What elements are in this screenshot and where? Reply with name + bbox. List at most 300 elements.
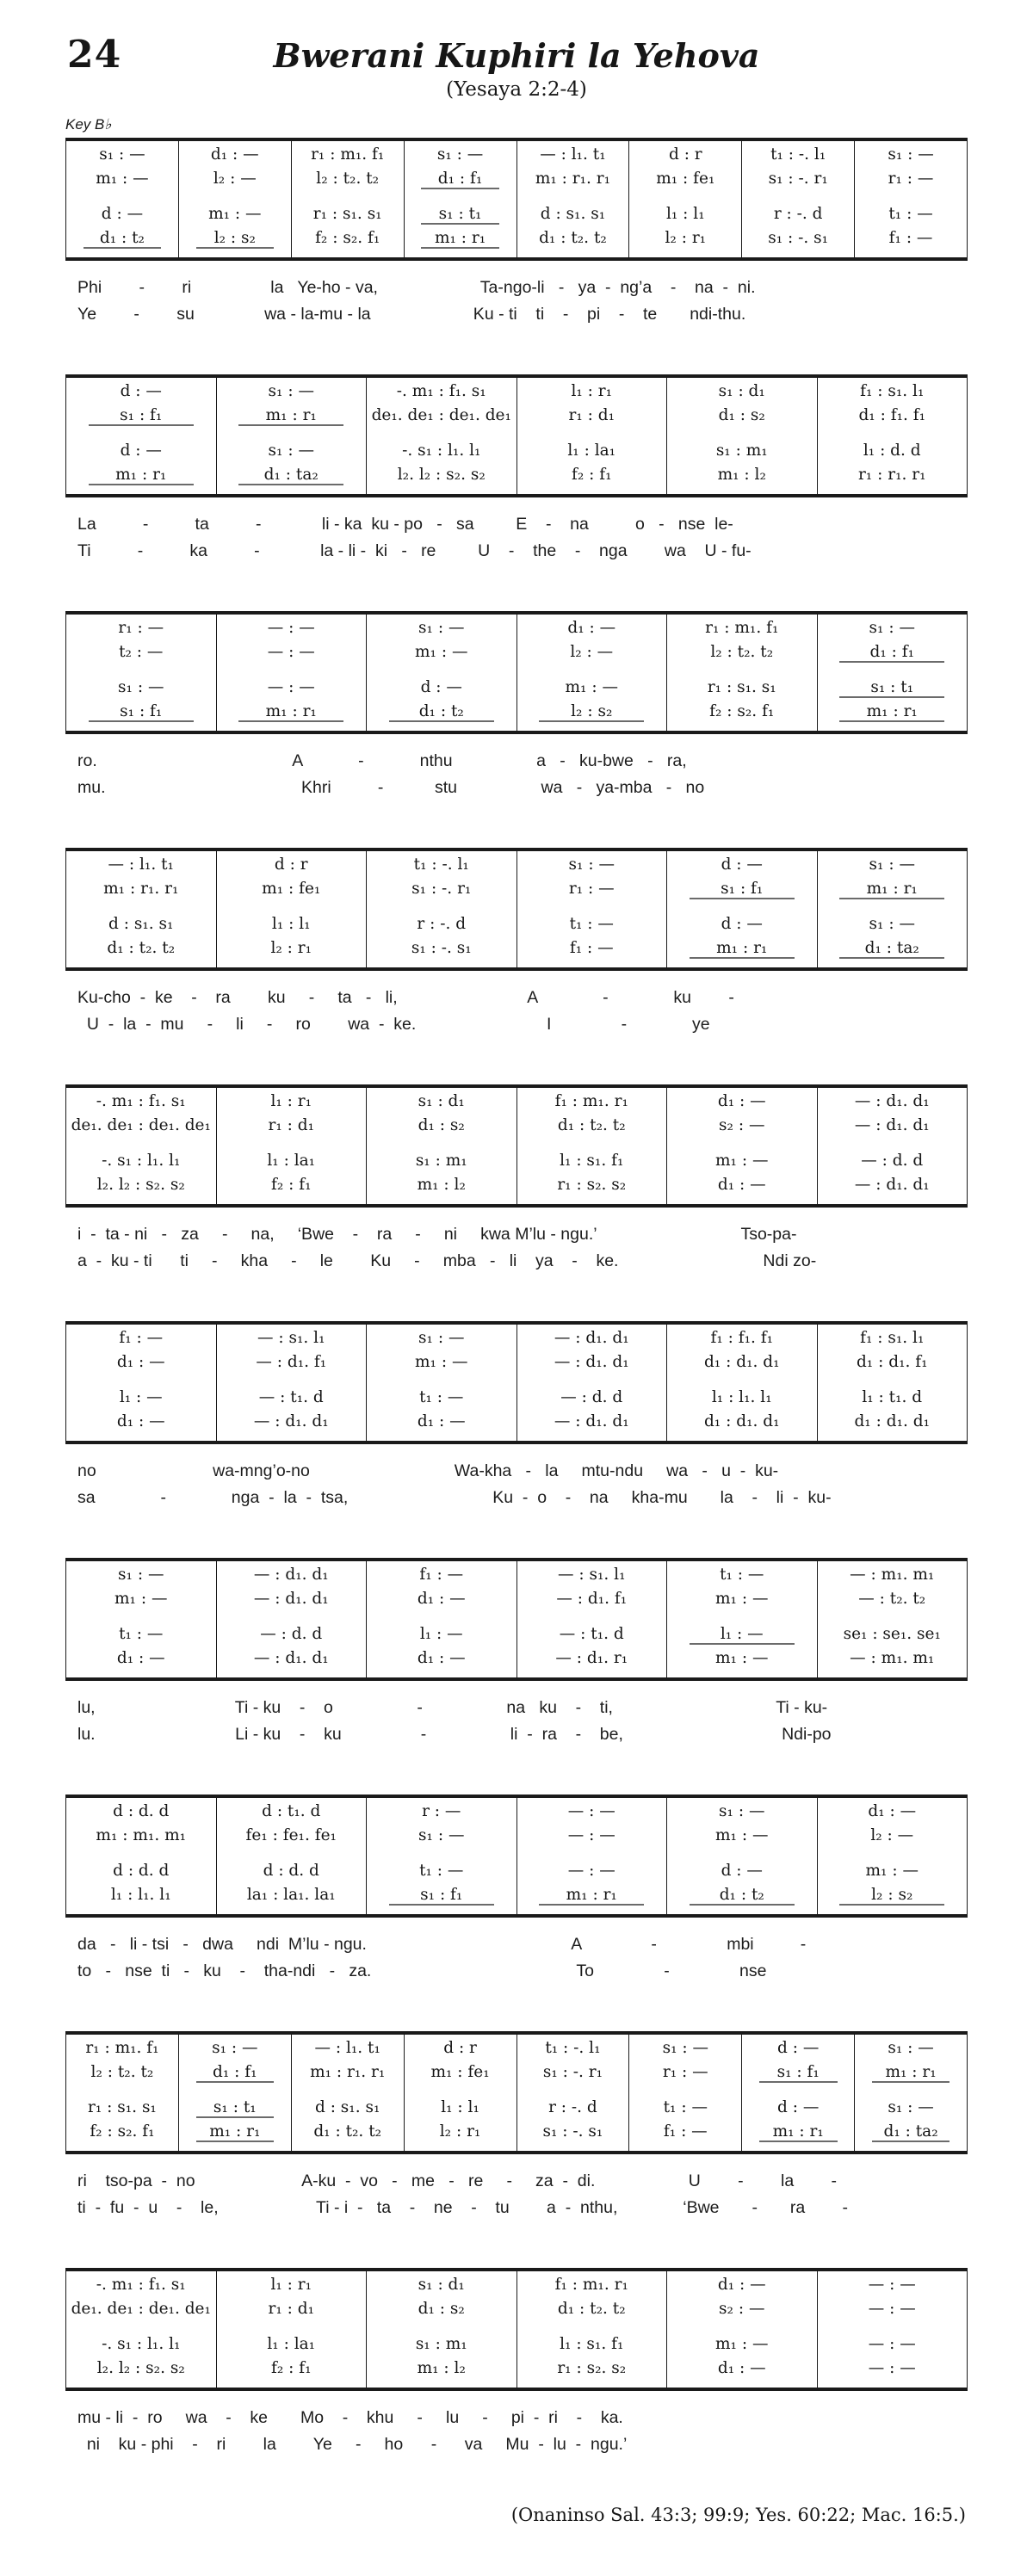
voice-pair-gap	[669, 1850, 815, 1862]
lyric-line: lu, Ti - ku - o - na ku - ti, Ti - ku-	[77, 1698, 828, 1717]
solfa-cell-text: s₁ : —	[568, 856, 615, 874]
voice-pair-gap	[744, 194, 852, 205]
scripture-reference: (Yesaya 2:2-4)	[446, 78, 587, 101]
solfa-cell	[631, 2039, 739, 2063]
voice-pair-gap	[631, 2087, 739, 2098]
voice-pair-gap	[219, 1850, 365, 1862]
solfa-cell-text: d₁ : —	[417, 1649, 466, 1667]
measure-column	[818, 1561, 968, 1677]
measure-column	[517, 378, 668, 494]
solfa-cell-text: f₂ : s₂. f₁	[709, 702, 775, 720]
solfa-cell-text: m₁ : r₁	[690, 939, 795, 959]
solfa-cell	[368, 406, 515, 430]
solfa-cell-text: — : s₁. l₁	[558, 1566, 626, 1584]
solfa-cell-text: — : d₁. r₁	[555, 1649, 628, 1667]
solfa-grid	[65, 848, 968, 971]
lyric-line: ti - fu - u - le, Ti - i - ta - ne - tu a - nthu, ‘Bwe - ra -	[77, 2198, 849, 2217]
solfa-cell-text: m₁ : —	[208, 205, 262, 223]
voice-pair-gap	[669, 2324, 815, 2335]
measure-column	[66, 2271, 217, 2388]
solfa-cell-text: — : l₁. t₁	[108, 856, 174, 874]
solfa-cell	[519, 229, 628, 253]
header	[65, 26, 968, 101]
measure-column	[818, 378, 968, 494]
solfa-cell	[368, 1388, 515, 1412]
solfa-cell	[219, 619, 365, 643]
solfa-cell-text: s₁ : -. s₁	[411, 939, 472, 957]
solfa-cell-text: s₁ : —	[99, 145, 145, 164]
solfa-cell	[368, 1329, 515, 1353]
solfa-cell-text: r : -. d	[417, 915, 467, 933]
solfa-cell-text: d : —	[721, 856, 763, 874]
voice-pair-gap	[181, 2087, 289, 2098]
solfa-cell-text: f₁ : —	[119, 1329, 164, 1347]
solfa-cell	[68, 382, 214, 406]
solfa-cell-text: s₁ : —	[418, 1826, 465, 1844]
solfa-cell	[68, 2122, 176, 2147]
solfa-cell	[368, 466, 515, 490]
solfa-cell	[219, 406, 365, 430]
solfa-cell-text: s₁ : —	[418, 619, 465, 637]
solfa-cell-text: d₁ : f₁	[421, 170, 499, 189]
solfa-cell	[68, 442, 214, 466]
solfa-cell	[368, 1566, 515, 1590]
solfa-cell-text: l₂ : s₂	[839, 1886, 944, 1906]
solfa-cell-text: m₁ : —	[865, 1862, 919, 1880]
solfa-cell-text: d : —	[420, 678, 462, 696]
solfa-cell	[519, 702, 665, 726]
solfa-cell-text: s₁ : -. s₁	[542, 2122, 603, 2140]
solfa-cell	[219, 2300, 365, 2324]
solfa-cell	[68, 1353, 214, 1377]
solfa-cell	[68, 2098, 176, 2122]
measure-column	[667, 1088, 818, 1204]
measure-column	[667, 1798, 818, 1914]
solfa-cell	[219, 1412, 365, 1436]
solfa-cell-text: s₁ : t₁	[421, 205, 499, 225]
solfa-cell-text: — : d₁. d₁	[854, 1176, 930, 1194]
solfa-cell	[68, 1388, 214, 1412]
lyric-line: a - ku - ti ti - kha - le Ku - mba - li ya - ke. Ndi zo-	[77, 1251, 817, 1270]
solfa-cell-text: — : d₁. d₁	[554, 1353, 629, 1371]
solfa-cell	[68, 1625, 214, 1649]
solfa-cell	[406, 229, 515, 253]
solfa-cell	[820, 1412, 966, 1436]
solfa-cell-text: — : d₁. d₁	[854, 1092, 930, 1110]
solfa-cell-text: d₁ : s₂	[418, 1116, 465, 1134]
voice-pair-gap	[857, 2087, 965, 2098]
solfa-cell	[857, 2098, 965, 2122]
solfa-cell	[368, 939, 515, 963]
solfa-cell-text: — : d₁. d₁	[554, 1412, 629, 1430]
solfa-cell	[820, 2276, 966, 2300]
solfa-cell-text: s₁ : -. r₁	[768, 170, 828, 188]
solfa-cell-text: d₁ : —	[210, 145, 259, 164]
solfa-cell	[820, 1649, 966, 1673]
solfa-grid	[65, 2268, 968, 2391]
solfa-cell	[669, 619, 815, 643]
solfa-cell-text: s₁ : -. r₁	[411, 880, 472, 898]
solfa-cell	[519, 170, 628, 194]
solfa-cell	[820, 442, 966, 466]
voice-pair-gap	[219, 1140, 365, 1152]
solfa-cell	[669, 643, 815, 667]
solfa-cell-text: l₁ : —	[419, 1625, 463, 1643]
music-system	[65, 138, 968, 331]
solfa-cell	[219, 1886, 365, 1910]
lyrics-block	[65, 1935, 968, 1988]
solfa-cell-text: d : —	[721, 1862, 763, 1880]
solfa-cell	[368, 1412, 515, 1436]
solfa-cell-text: d₁ : —	[717, 2359, 766, 2377]
solfa-cell-text: l₂ : r₁	[665, 229, 707, 247]
solfa-cell	[219, 643, 365, 667]
solfa-cell	[219, 702, 365, 726]
measure-column	[517, 615, 668, 731]
solfa-cell	[68, 856, 214, 880]
solfa-cell-text: — : l₁. t₁	[314, 2039, 380, 2057]
solfa-cell	[519, 915, 665, 939]
solfa-cell-text: — : —	[868, 2276, 916, 2294]
voice-pair-gap	[519, 1140, 665, 1152]
solfa-cell-text: l₂ : t₂. t₂	[710, 643, 774, 661]
solfa-cell-text: d : r	[443, 2039, 477, 2057]
measure-column	[855, 141, 967, 257]
solfa-cell	[820, 1826, 966, 1850]
solfa-cell-text: d₁ : s₂	[718, 406, 765, 424]
solfa-cell-text: t₁ : —	[119, 1625, 164, 1643]
solfa-cell	[631, 229, 739, 253]
measure-column	[66, 2035, 179, 2151]
voice-pair-gap	[368, 1140, 515, 1152]
music-system	[65, 2031, 968, 2225]
solfa-cell	[68, 2039, 176, 2063]
solfa-cell	[68, 939, 214, 963]
solfa-cell-text: d₁ : t₂. t₂	[557, 1116, 626, 1134]
solfa-cell	[820, 2335, 966, 2359]
solfa-cell-text: s₂ : —	[719, 2300, 765, 2318]
measure-column	[217, 851, 368, 967]
solfa-cell	[294, 145, 402, 170]
solfa-cell-text: f₁ : —	[419, 1566, 464, 1584]
solfa-cell	[857, 170, 965, 194]
solfa-cell	[820, 1092, 966, 1116]
solfa-cell-text: de₁. de₁ : de₁. de₁	[371, 406, 511, 424]
solfa-cell-text: -. m₁ : f₁. s₁	[396, 382, 486, 400]
solfa-cell-text: m₁ : l₂	[717, 466, 766, 484]
solfa-cell-text: l₁ : l₁. l₁	[711, 1388, 772, 1406]
solfa-cell	[669, 1566, 815, 1590]
solfa-cell-text: d₁ : d₁. d₁	[703, 1412, 780, 1430]
solfa-cell	[406, 205, 515, 229]
solfa-cell	[519, 1353, 665, 1377]
solfa-cell-text: d : —	[777, 2039, 820, 2057]
solfa-cell-text: r : -. d	[548, 2098, 597, 2116]
solfa-cell-text: m₁ : r₁	[421, 229, 499, 249]
solfa-cell-text: s₁ : —	[118, 1566, 164, 1584]
solfa-cell	[820, 466, 966, 490]
solfa-cell-text: — : m₁. m₁	[850, 1566, 935, 1584]
solfa-cell	[219, 1625, 365, 1649]
voice-pair-gap	[669, 667, 815, 678]
measure-column	[818, 1798, 968, 1914]
lyric-line: no wa-mng’o-no Wa-kha - la mtu-ndu wa - u - ku-	[77, 1461, 779, 1480]
voice-pair-gap	[820, 1850, 966, 1862]
solfa-cell	[368, 619, 515, 643]
solfa-grid	[65, 1558, 968, 1681]
solfa-cell	[519, 1802, 665, 1826]
solfa-cell-text: l₁ : la₁	[267, 2335, 316, 2353]
solfa-cell-text: f₂ : f₁	[571, 466, 612, 484]
solfa-cell	[820, 643, 966, 667]
voice-pair-gap	[368, 430, 515, 442]
voice-pair-gap	[820, 904, 966, 915]
solfa-cell	[519, 382, 665, 406]
solfa-cell-text: f₂ : f₁	[270, 1176, 312, 1194]
solfa-grid	[65, 611, 968, 734]
solfa-cell-text: s₁ : f₁	[89, 406, 194, 426]
solfa-cell	[744, 2039, 852, 2063]
solfa-cell	[68, 1802, 214, 1826]
solfa-cell	[519, 442, 665, 466]
voice-pair-gap	[669, 904, 815, 915]
solfa-cell-text: m₁ : —	[715, 1826, 769, 1844]
solfa-cell-text: d : d. d	[113, 1862, 170, 1880]
solfa-cell-text: se₁ : se₁. se₁	[843, 1625, 941, 1643]
solfa-cell	[406, 2098, 515, 2122]
solfa-cell-text: s₁ : —	[212, 2039, 258, 2057]
solfa-cell	[669, 1152, 815, 1176]
solfa-cell-text: l₁ : d. d	[863, 442, 921, 460]
solfa-cell-text: s₁ : t₁	[196, 2098, 275, 2118]
solfa-cell-text: m₁ : —	[415, 1353, 468, 1371]
solfa-cell	[368, 678, 515, 702]
solfa-cell-text: l₂ : r₁	[270, 939, 312, 957]
solfa-cell	[669, 1862, 815, 1886]
measure-column	[517, 2271, 668, 2388]
measure-column	[217, 615, 368, 731]
music-system	[65, 1321, 968, 1515]
solfa-cell	[857, 2122, 965, 2147]
solfa-cell	[68, 1412, 214, 1436]
solfa-cell-text: f₂ : s₂. f₁	[315, 229, 380, 247]
music-system	[65, 2268, 968, 2462]
solfa-cell-text: m₁ : —	[415, 643, 468, 661]
solfa-cell-text: s₁ : —	[719, 1802, 765, 1820]
measure-column	[367, 851, 517, 967]
solfa-cell-text: r : —	[422, 1802, 461, 1820]
measure-column	[818, 615, 968, 731]
measure-column	[629, 141, 742, 257]
solfa-cell-text: t₁ : -. l₁	[770, 145, 826, 164]
solfa-cell	[744, 2098, 852, 2122]
solfa-cell-text: l₁ : r₁	[270, 2276, 312, 2294]
solfa-cell	[820, 2300, 966, 2324]
measure-column	[367, 615, 517, 731]
solfa-cell-text: r₁ : —	[118, 619, 164, 637]
solfa-cell-text: m₁ : r₁	[196, 2122, 275, 2142]
solfa-cell	[857, 229, 965, 253]
solfa-cell-text: m₁ : r₁	[89, 466, 194, 485]
voice-pair-gap	[68, 1377, 214, 1388]
solfa-cell-text: m₁ : r₁	[839, 702, 944, 722]
solfa-cell-text: f₁ : m₁. r₁	[554, 2276, 628, 2294]
measure-column	[667, 615, 818, 731]
measure-column	[367, 1088, 517, 1204]
solfa-cell	[744, 229, 852, 253]
solfa-cell-text: s₁ : —	[418, 1329, 465, 1347]
solfa-cell	[669, 1388, 815, 1412]
voice-pair-gap	[219, 904, 365, 915]
solfa-cell-text: l₂ : —	[213, 170, 257, 188]
voice-pair-gap	[669, 1140, 815, 1152]
solfa-cell	[181, 2063, 289, 2087]
solfa-cell-text: m₁ : fe₁	[656, 170, 715, 188]
solfa-cell-text: f₁ : m₁. r₁	[554, 1092, 628, 1110]
solfa-cell-text: m₁ : r₁	[238, 406, 343, 426]
measure-column	[667, 2271, 818, 2388]
solfa-cell-text: s₁ : f₁	[389, 1886, 494, 1906]
solfa-cell-text: r : -. d	[773, 205, 823, 223]
solfa-cell-text: — : —	[267, 678, 315, 696]
solfa-cell	[519, 939, 665, 963]
solfa-cell-text: s₁ : —	[869, 619, 915, 637]
solfa-cell-text: d : r	[274, 856, 308, 874]
voice-pair-gap	[820, 430, 966, 442]
lyrics-block	[65, 1225, 968, 1278]
solfa-cell-text: — : d₁. d₁	[253, 1590, 329, 1608]
measure-column	[629, 2035, 742, 2151]
solfa-cell-text: s₁ : f₁	[690, 880, 795, 899]
solfa-cell	[219, 939, 365, 963]
solfa-cell-text: d₁ : —	[417, 1590, 466, 1608]
solfa-cell-text: l₂ : s₂	[539, 702, 644, 722]
voice-pair-gap	[68, 1140, 214, 1152]
hymn-number: 24	[67, 33, 122, 77]
voice-pair-gap	[669, 1377, 815, 1388]
voice-pair-gap	[68, 430, 214, 442]
voice-pair-gap	[519, 904, 665, 915]
measure-column	[517, 1088, 668, 1204]
solfa-cell-text: m₁ : r₁	[238, 702, 343, 722]
measure-column	[405, 2035, 517, 2151]
solfa-cell-text: s₁ : —	[888, 2098, 934, 2116]
solfa-cell-text: s₁ : -. r₁	[542, 2063, 603, 2081]
solfa-cell-text: s₁ : f₁	[759, 2063, 838, 2083]
solfa-cell	[669, 915, 815, 939]
solfa-cell-text: — : d. d	[260, 1625, 323, 1643]
solfa-cell-text: s₁ : d₁	[718, 382, 765, 400]
measure-column	[292, 2035, 405, 2151]
solfa-cell-text: l₁ : s₁. f₁	[560, 1152, 624, 1170]
solfa-cell-text: r₁ : d₁	[568, 406, 615, 424]
solfa-cell	[669, 1886, 815, 1910]
solfa-cell	[368, 1802, 515, 1826]
solfa-cell	[68, 702, 214, 726]
solfa-cell	[669, 939, 815, 963]
solfa-cell-text: d₁ : —	[868, 1802, 917, 1820]
solfa-cell	[368, 382, 515, 406]
solfa-cell-text: l₁ : t₁. d	[862, 1388, 923, 1406]
solfa-cell-text: d : d. d	[263, 1862, 319, 1880]
solfa-cell-text: d₁ : s₂	[418, 2300, 465, 2318]
solfa-cell	[68, 466, 214, 490]
solfa-cell	[519, 466, 665, 490]
solfa-cell	[631, 145, 739, 170]
solfa-cell	[219, 1826, 365, 1850]
solfa-cell-text: l₁ : l₁. l₁	[110, 1886, 171, 1904]
lyrics-block	[65, 751, 968, 805]
solfa-cell	[68, 880, 214, 904]
solfa-cell-text: d₁ : d₁. d₁	[703, 1353, 780, 1371]
voice-pair-gap	[368, 667, 515, 678]
solfa-cell	[368, 1353, 515, 1377]
solfa-cell	[294, 2063, 402, 2087]
solfa-cell-text: s₁ : m₁	[715, 442, 768, 460]
solfa-cell-text: s₁ : —	[869, 856, 915, 874]
solfa-cell	[219, 1152, 365, 1176]
solfa-cell-text: m₁ : r₁. r₁	[535, 170, 611, 188]
solfa-cell-text: m₁ : —	[715, 1649, 769, 1667]
solfa-cell	[368, 2276, 515, 2300]
solfa-cell	[519, 1862, 665, 1886]
solfa-cell-text: r₁ : s₁. s₁	[312, 205, 382, 223]
voice-pair-gap	[368, 1377, 515, 1388]
solfa-cell	[68, 1152, 214, 1176]
solfa-cell	[669, 466, 815, 490]
solfa-cell	[368, 1176, 515, 1200]
solfa-cell-text: d₁ : ta₂	[872, 2122, 950, 2142]
solfa-cell	[519, 1625, 665, 1649]
solfa-cell-text: m₁ : r₁	[839, 880, 944, 899]
solfa-cell-text: — : d₁. d₁	[854, 1116, 930, 1134]
lyrics-block	[65, 515, 968, 568]
solfa-cell	[368, 2300, 515, 2324]
lyric-line: to - nse ti - ku - tha-ndi - za. To - nse	[77, 1961, 767, 1980]
measure-column	[667, 378, 818, 494]
solfa-cell	[744, 205, 852, 229]
solfa-cell	[68, 1862, 214, 1886]
solfa-cell	[368, 915, 515, 939]
voice-pair-gap	[820, 1140, 966, 1152]
lyric-line: La - ta - li - ka ku - po - sa E - na o - nse le-	[77, 515, 733, 534]
solfa-cell-text: — : d₁. d₁	[253, 1412, 329, 1430]
solfa-cell	[669, 1176, 815, 1200]
solfa-cell-text: m₁ : r₁. r₁	[310, 2063, 386, 2081]
voice-pair-gap	[68, 2087, 176, 2098]
solfa-cell	[519, 856, 665, 880]
solfa-cell-text: — : t₂. t₂	[858, 1590, 926, 1608]
voice-pair-gap	[68, 904, 214, 915]
solfa-cell	[406, 2122, 515, 2147]
lyric-line: mu - li - ro wa - ke Mo - khu - lu - pi - ri - ka.	[77, 2408, 623, 2427]
measure-column	[742, 141, 855, 257]
solfa-cell	[68, 619, 214, 643]
solfa-cell	[631, 205, 739, 229]
solfa-cell	[820, 1802, 966, 1826]
measure-column	[66, 1798, 217, 1914]
solfa-cell	[820, 880, 966, 904]
solfa-cell	[669, 1649, 815, 1673]
solfa-cell-text: — : d₁. d₁	[253, 1649, 329, 1667]
solfa-grid	[65, 138, 968, 261]
solfa-cell	[669, 442, 815, 466]
measure-column	[66, 378, 217, 494]
solfa-cell-text: — : —	[267, 643, 315, 661]
solfa-cell-text: s₁ : —	[118, 678, 164, 696]
solfa-cell-text: l₁ : la₁	[567, 442, 616, 460]
solfa-cell-text: m₁ : l₂	[417, 2359, 466, 2377]
